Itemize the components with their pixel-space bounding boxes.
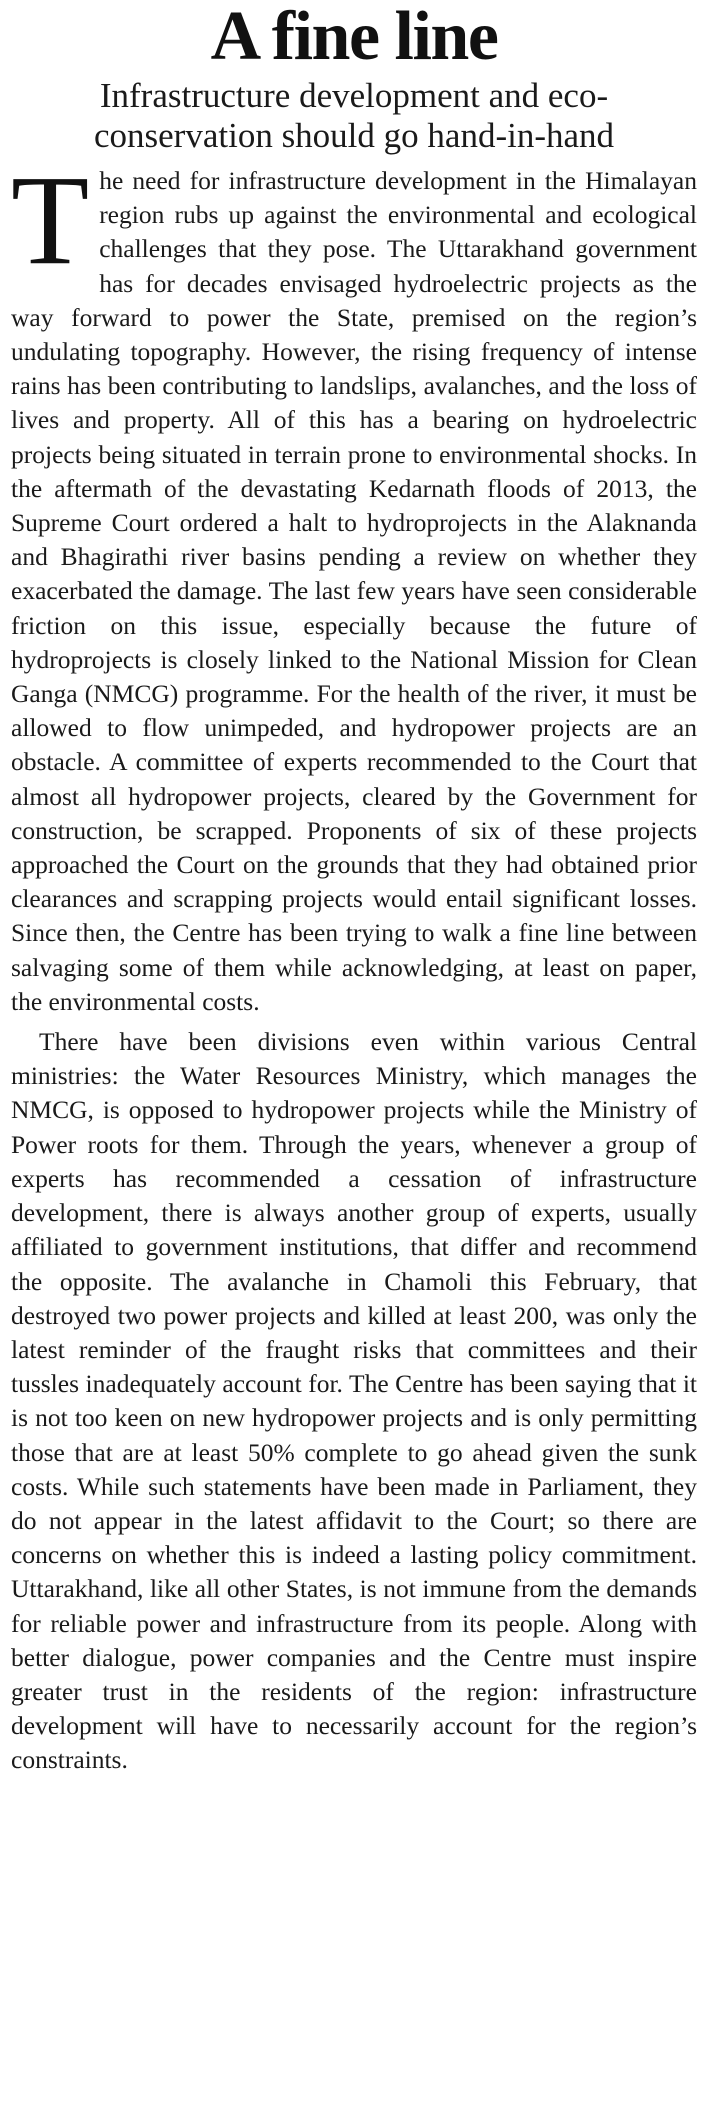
paragraph-2: There have been divisions even within various Central ministries: the Water Resources Ministry, which manages the NMCG, is opposed to hydropower projects while the Ministry of Power roots for them. Through the years, whenever a group of experts has recommended a cessation of infrastructure development, there is always another group of experts, usually affiliated to government institutions, that differ and recommend the opposite. The avalanche in Chamoli this February, that destroyed two power projects and killed at least 200, was only the latest reminder of the fraught risks that committees and their tussles inadequately account for. The Centre has been saying that it is not too keen on new hydropower projects and is only permitting those that are at least 50% complete to go ahead given the sunk costs. While such statements have been made in Parliament, they do not appear in the latest affidavit to the Court; so there are concerns on whether this is indeed a lasting policy commitment. Uttarakhand, like all other States, is not immune from the demands for reliable power and infrastructure from its people. Along with better dialogue, power companies and the Centre must inspire greater trust in the residents of the region: infrastructure development will have to necessarily account for the region’s constraints. [11, 1027, 697, 1775]
article-body [11, 149, 697, 1778]
paragraph-1 [11, 149, 697, 1019]
headline: A fine line [210, 0, 498, 75]
paragraph-1-text: he need for infrastructure development in the Himalayan region rubs up against the environmental and ecological challenges that they pose. The Uttarakhand government has for decades envisaged hydroelectric projects as the way forward to power the State, premised on the region’s undulating topography. However, the rising frequency of intense rains has been contributing to landslips, avalanches, and the loss of lives and property. All of this has a bearing on hydroelectric projects being situated in terrain prone to environmental shocks. In the aftermath of the devastating Kedarnath floods of 2013, the Supreme Court ordered a halt to hydroprojects in the Alaknanda and Bhagirathi river basins pending a review on whether they exacerbated the damage. The last few years have seen considerable friction on this issue, especially because the future of hydroprojects is closely linked to the National Mission for Clean Ganga (NMCG) programme. For the health of the river, it must be allowed to flow unimpeded, and hydropower projects are an obstacle. A committee of experts recommended to the Court that almost all hydropower projects, cleared by the Government for construction, be scrapped. Proponents of six of these projects approached the Court on the grounds that they had obtained prior clearances and scrapping projects would entail significant losses. Since then, the Centre has been trying to walk a fine line between salvaging some of them while acknowledging, at least on paper, the environmental costs. [11, 166, 697, 1016]
drop-cap: T [11, 149, 90, 291]
subheadline: Infrastructure development and eco-conservation should go hand-in-hand [93, 76, 615, 155]
